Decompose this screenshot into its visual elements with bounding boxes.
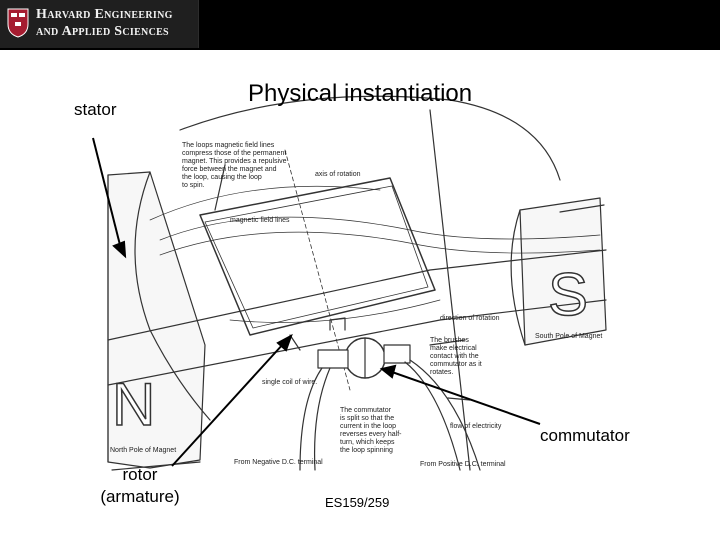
stator-label: stator [74,100,117,119]
annotation-commutator: The commutator is split so that the current in the loop reverses every half- turn, which keeps the loop spinning [340,407,402,454]
annotation-positive: From Positive D.C. terminal [420,461,506,468]
commutator-arrow [392,372,540,424]
annotation-field-lines: magnetic field lines [230,217,290,224]
north-pole-letter: N [112,371,156,438]
brush-right [384,345,410,363]
annotation-field-note: The loops magnetic field lines compress those of the permanent magnet. This provides a repulsive force between the magnet and the loop, causing the loop to spin. [182,142,287,189]
coil-loop [200,178,435,335]
brush-left [318,350,348,368]
annotation-flow: flow of electricity [450,423,502,430]
course-code: ES159/259 [325,495,390,510]
south-pole-letter: S [548,261,589,328]
rotor-label [98,464,182,508]
annotation-direction: direction of rotation [440,315,500,322]
annotation-negative: From Negative D.C. terminal [234,459,323,466]
slide-title: Physical instantiation [248,80,473,107]
org-name-line-1: Harvard Engineering [36,7,173,22]
rotor-label-line-1: rotor [122,465,158,484]
annotation-axis: axis of rotation [315,171,361,178]
commutator-arrowhead [382,366,395,377]
annotation-single-coil: single coil of wire. [262,379,318,386]
annotation-brushes: The brushes make electrical contact with the commutator as it rotates. [430,337,482,376]
annotation-south-pole: South Pole of Magnet [535,333,603,340]
rotor-label-line-2: (armature) [100,487,180,506]
commutator-label: commutator [540,426,630,445]
org-name-line-2: and Applied Sciences [36,24,169,39]
annotation-north-pole: North Pole of Magnet [110,447,177,454]
